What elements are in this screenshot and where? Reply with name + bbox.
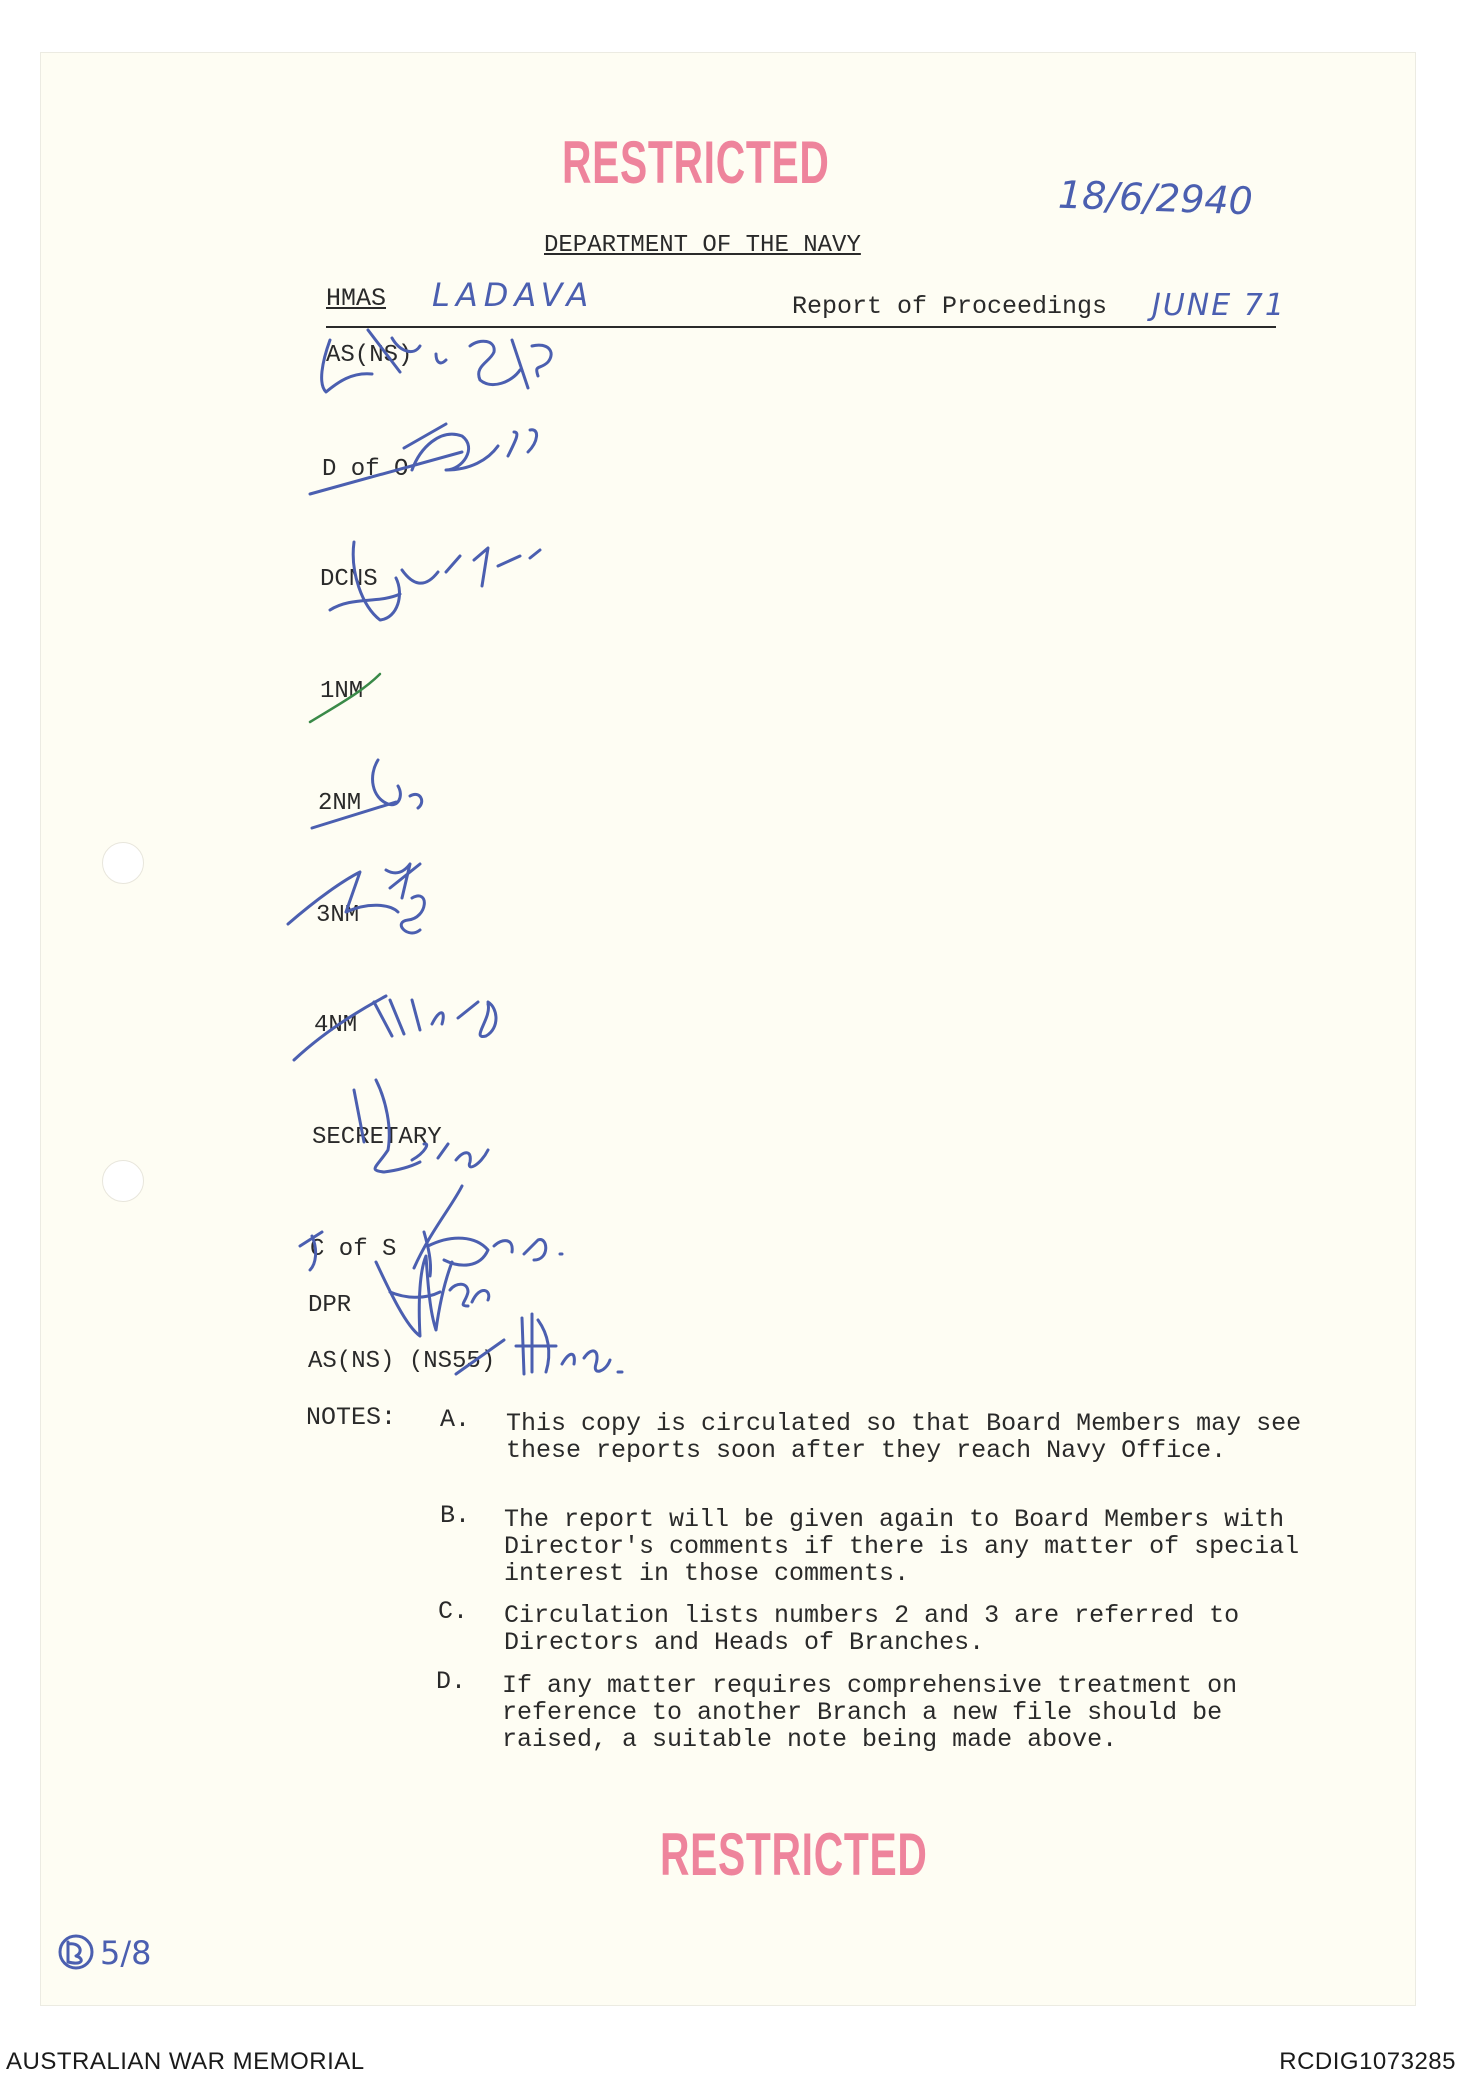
handwritten-month: JUNE 71 <box>1152 288 1286 323</box>
handwritten-corner-mark: 5/8 <box>100 1934 152 1972</box>
routing-dcns: DCNS <box>320 566 378 593</box>
routing-c-of-s: C of S <box>310 1236 397 1263</box>
note-b-letter: B. <box>440 1501 471 1530</box>
restricted-stamp-bottom: RESTRICTED <box>660 1821 928 1888</box>
routing-d-of-o: D of O <box>322 456 409 483</box>
footer-institution: AUSTRALIAN WAR MEMORIAL <box>6 2048 365 2075</box>
note-a-letter: A. <box>440 1405 471 1434</box>
routing-as-ns: AS(NS) <box>326 342 413 369</box>
routing-dpr: DPR <box>308 1292 352 1319</box>
hmas-label: HMAS <box>326 284 387 313</box>
routing-2nm: 2NM <box>318 790 362 817</box>
note-a-text: This copy is circulated so that Board Members may see these reports soon after they reach Navy Office. <box>506 1409 1302 1465</box>
header-rule <box>326 326 1276 328</box>
punch-hole-top <box>102 842 144 884</box>
routing-3nm: 3NM <box>316 902 360 929</box>
routing-1nm: 1NM <box>320 678 364 705</box>
note-b-text: The report will be given again to Board Members with Director's comments if there is any matter of special interest in those comments. <box>504 1505 1300 1588</box>
handwritten-ship-name: LADAVA <box>432 276 595 314</box>
report-of-proceedings-label: Report of Proceedings <box>792 292 1108 321</box>
routing-secretary: SECRETARY <box>312 1124 442 1151</box>
handwritten-date: 18/6/2940 <box>1057 172 1254 224</box>
department-heading: DEPARTMENT OF THE NAVY <box>544 232 861 259</box>
note-d-letter: D. <box>436 1667 467 1696</box>
notes-label: NOTES: <box>306 1403 397 1432</box>
routing-4nm: 4NM <box>314 1012 358 1039</box>
note-c-text: Circulation lists numbers 2 and 3 are referred to Directors and Heads of Branches. <box>504 1601 1240 1657</box>
restricted-stamp-top: RESTRICTED <box>562 129 830 196</box>
routing-as-ns-ns55: AS(NS) (NS55) <box>308 1348 496 1375</box>
note-d-text: If any matter requires comprehensive treatment on reference to another Branch a new file should be raised, a suitable note being made above. <box>502 1671 1238 1754</box>
footer-record-id: RCDIG1073285 <box>1279 2048 1456 2075</box>
note-c-letter: C. <box>438 1597 469 1626</box>
punch-hole-bottom <box>102 1160 144 1202</box>
